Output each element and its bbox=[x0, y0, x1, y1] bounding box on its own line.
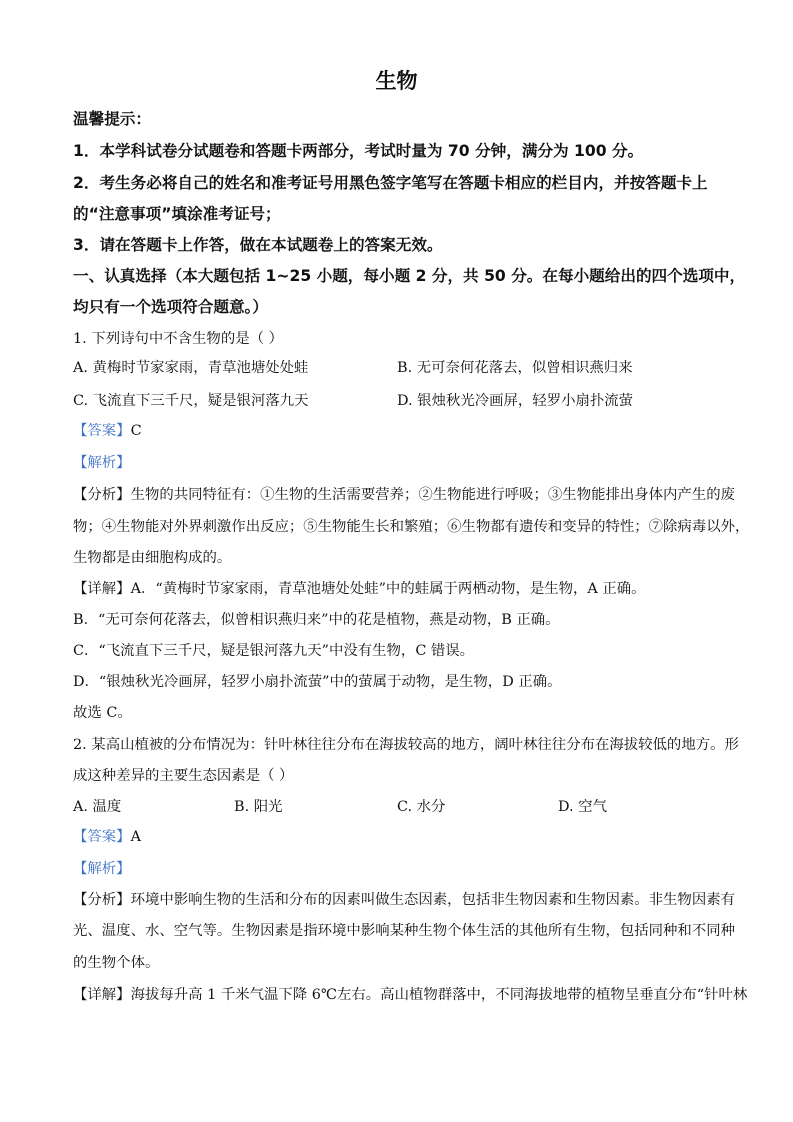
tips-item-2-line-2: 的“注意事项”填涂准考证号； bbox=[73, 205, 281, 223]
detail-text: 海拔每升高 1 千米气温下降 6℃左右。高山植物群落中，不同海拔地带的植物呈垂直分布“针叶林 bbox=[130, 987, 748, 1003]
detail-tag: 【详解】 bbox=[73, 581, 131, 597]
q2-option-c: C. 水分 bbox=[397, 799, 446, 815]
tips-item-3: 3．请在答题卡上作答，做在本试题卷上的答案无效。 bbox=[73, 236, 443, 254]
q1-detail-d: D．“银烛秋光冷画屏，轻罗小扇扑流萤”中的萤属于动物，是生物，D 正确。 bbox=[73, 674, 562, 690]
tips-item-1: 1．本学科试卷分试题卷和答题卡两部分，考试时量为 70 分钟，满分为 100 分。 bbox=[73, 142, 644, 160]
q1-option-d: D. 银烛秋光冷画屏，轻罗小扇扑流萤 bbox=[397, 393, 634, 409]
answer-tag: 【答案】 bbox=[73, 829, 131, 845]
q1-fenxi-line-3: 生物都是由细胞构成的。 bbox=[73, 550, 232, 566]
q1-answer bbox=[73, 420, 723, 442]
q2-detail-line-1 bbox=[73, 984, 748, 1006]
fenxi-text: 环境中影响生物的生活和分布的因素叫做生态因素，包括非生物因素和生物因素。非生物因素有 bbox=[130, 892, 735, 908]
q2-fenxi-line-2: 光、温度、水、空气等。生物因素是指环境中影响某种生物个体生活的其他所有生物，包括同种和不同种 bbox=[73, 923, 735, 939]
section-heading-line-2: 均只有一个选项符合题意。） bbox=[73, 298, 268, 316]
answer-value: A bbox=[130, 829, 141, 845]
analysis-tag: 【解析】 bbox=[73, 861, 131, 877]
fenxi-tag: 【分析】 bbox=[73, 892, 131, 908]
q1-option-a: A. 黄梅时节家家雨，青草池塘处处蛙 bbox=[73, 360, 309, 376]
analysis-tag: 【解析】 bbox=[73, 455, 131, 471]
q2-stem-line-1: 2. 某高山植被的分布情况为：针叶林往往分布在海拔较高的地方，阔叶林往往分布在海拔较低的地方。形 bbox=[73, 737, 739, 753]
q1-stem: 1. 下列诗句中不含生物的是（ ） bbox=[73, 331, 283, 347]
q2-fenxi-line-1 bbox=[73, 889, 735, 911]
q1-fenxi-line-1 bbox=[73, 484, 735, 506]
q2-stem-line-2: 成这种差异的主要生态因素是（ ） bbox=[73, 768, 294, 784]
q2-analysis-tag bbox=[73, 858, 723, 880]
page-title: 生物 bbox=[375, 69, 418, 93]
q2-answer bbox=[73, 826, 723, 848]
tips-heading: 温馨提示： bbox=[73, 110, 151, 128]
q2-option-d: D. 空气 bbox=[558, 799, 607, 815]
fenxi-text: 生物的共同特征有：①生物的生活需要营养；②生物能进行呼吸；③生物能排出身体内产生的废 bbox=[130, 487, 735, 503]
q2-fenxi-line-3: 的生物个体。 bbox=[73, 955, 160, 971]
q1-fenxi-line-2: 物；④生物能对外界刺激作出反应；⑤生物能生长和繁殖；⑥生物都有遗传和变异的特性；⑦除病毒以外， bbox=[73, 519, 750, 535]
q1-option-c: C. 飞流直下三千尺，疑是银河落九天 bbox=[73, 393, 309, 409]
answer-value: C bbox=[130, 423, 142, 439]
section-heading-line-1: 一、认真选择（本大题包括 1~25 小题，每小题 2 分，共 50 分。在每小题给出的四个选项中， bbox=[73, 267, 746, 285]
q1-detail-a bbox=[73, 578, 723, 600]
q2-option-b: B. 阳光 bbox=[234, 799, 283, 815]
q1-detail-c: C．“飞流直下三千尺，疑是银河落九天”中没有生物，C 错误。 bbox=[73, 643, 475, 659]
q1-option-b: B. 无可奈何花落去，似曾相识燕归来 bbox=[397, 360, 633, 376]
q1-conclusion: 故选 C。 bbox=[73, 705, 132, 721]
detail-tag: 【详解】 bbox=[73, 987, 131, 1003]
detail-text: A．“黄梅时节家家雨，青草池塘处处蛙”中的蛙属于两栖动物，是生物，A 正确。 bbox=[130, 581, 646, 597]
answer-tag: 【答案】 bbox=[73, 423, 131, 439]
q1-detail-b: B．“无可奈何花落去，似曾相识燕归来”中的花是植物，燕是动物，B 正确。 bbox=[73, 612, 560, 628]
fenxi-tag: 【分析】 bbox=[73, 487, 131, 503]
q1-analysis-tag bbox=[73, 452, 723, 474]
tips-item-2-line-1: 2．考生务必将自己的姓名和准考证号用黑色签字笔写在答题卡相应的栏目内，并按答题卡上 bbox=[73, 174, 708, 192]
q2-option-a: A. 温度 bbox=[73, 799, 122, 815]
